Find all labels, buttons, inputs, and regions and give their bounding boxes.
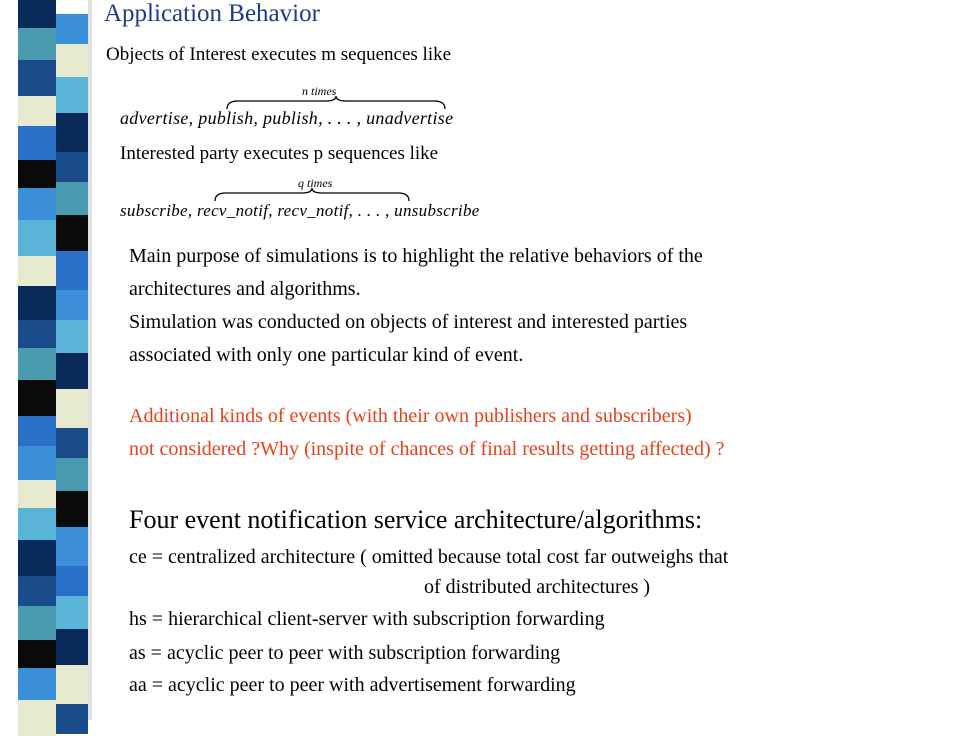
stripe-block	[18, 160, 56, 188]
stripe-block	[18, 606, 56, 640]
stripe-block	[56, 113, 88, 152]
stripe-block	[18, 256, 56, 286]
stripe-block	[18, 480, 56, 508]
stripe-block	[18, 508, 56, 540]
intro-interested: Interested party executes p sequences like	[120, 143, 439, 164]
stripe-block	[56, 182, 88, 215]
list-item: hs = hierarchical client-server with subscription forwarding	[129, 608, 605, 630]
stripe-block	[56, 77, 88, 113]
stripe-block	[18, 0, 56, 28]
stripe-block	[18, 220, 56, 256]
stripe-block	[56, 44, 88, 77]
stripe-block	[18, 700, 56, 736]
stripe-block	[18, 668, 56, 700]
slide-title: Application Behavior	[104, 0, 320, 27]
paragraph-line: architectures and algorithms.	[129, 278, 361, 300]
stripe-block	[18, 640, 56, 668]
note-line: Additional kinds of events (with their own publishers and subscribers)	[129, 405, 692, 427]
decorative-stripe	[0, 0, 110, 720]
list-item: aa = acyclic peer to peer with advertisement forwarding	[129, 674, 576, 696]
intro-objects: Objects of Interest executes m sequences like	[106, 44, 452, 65]
stripe-block	[18, 348, 56, 380]
list-item: of distributed architectures )	[424, 576, 651, 598]
brace-icon	[214, 188, 410, 202]
stripe-block	[56, 527, 88, 566]
list-item: ce = centralized architecture ( omitted because total cost far outweighs that	[129, 546, 729, 568]
stripe-block	[56, 596, 88, 629]
stripe-block	[18, 126, 56, 160]
stripe-block	[18, 320, 56, 348]
note-line: not considered ?Why (inspite of chances of final results getting affected) ?	[129, 438, 725, 460]
list-heading: Four event notification service architecture/algorithms:	[129, 505, 703, 534]
stripe-block	[56, 215, 88, 251]
stripe-block	[18, 576, 56, 606]
stripe-block	[56, 14, 88, 44]
stripe-block	[56, 320, 88, 353]
stripe-block	[56, 251, 88, 290]
stripe-block	[56, 566, 88, 596]
paragraph-line: Main purpose of simulations is to highlight the relative behaviors of the	[129, 245, 703, 267]
stripe-block	[56, 704, 88, 734]
stripe-block	[56, 152, 88, 182]
stripe-block	[56, 290, 88, 320]
paragraph-line: associated with only one particular kind of event.	[129, 344, 524, 366]
stripe-block	[18, 28, 56, 60]
stripe-block	[56, 353, 88, 389]
stripe-block	[56, 428, 88, 458]
stripe-block	[18, 416, 56, 446]
stripe-block	[18, 446, 56, 480]
formula-label: n times	[302, 84, 337, 98]
stripe-block	[56, 629, 88, 665]
stripe-block	[56, 491, 88, 527]
stripe-block	[56, 389, 88, 428]
paragraph-line: Simulation was conducted on objects of interest and interested parties	[129, 311, 688, 333]
stripe-block	[18, 380, 56, 416]
list-item: as = acyclic peer to peer with subscription forwarding	[129, 642, 561, 664]
formula-label: q times	[298, 176, 333, 190]
stripe-block	[56, 665, 88, 704]
stripe-block	[18, 60, 56, 96]
stripe-shadow	[88, 0, 92, 720]
formula-sequence: subscribe, recv_notif, recv_notif, . . . , unsubscribe	[120, 201, 480, 220]
stripe-block	[56, 458, 88, 491]
stripe-block	[18, 286, 56, 320]
stripe-block	[18, 96, 56, 126]
formula-sequence: advertise, publish, publish, . . . , unadvertise	[120, 108, 454, 128]
stripe-block	[18, 540, 56, 576]
stripe-block	[18, 188, 56, 220]
